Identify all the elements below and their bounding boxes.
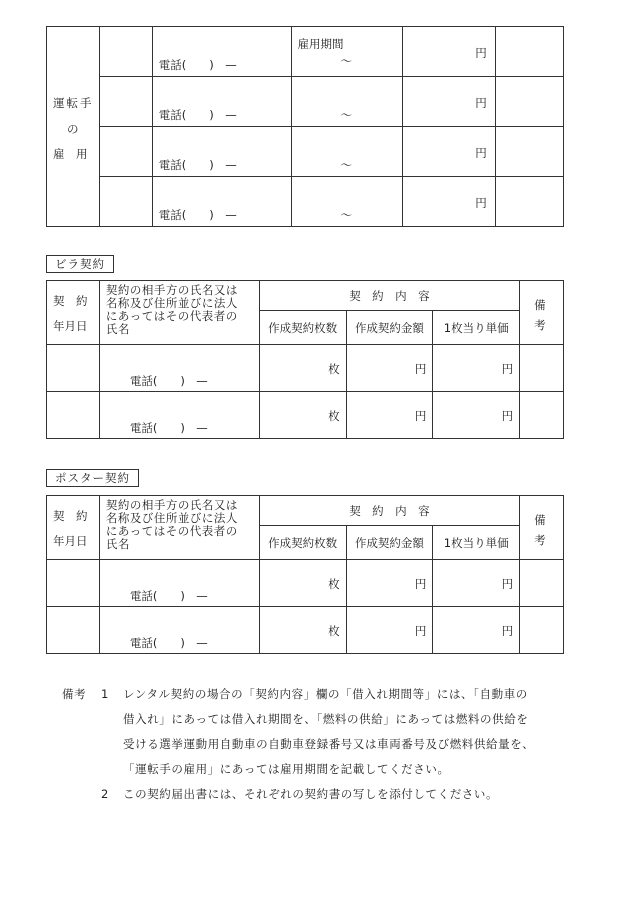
phone-text: 電話( ) — [158, 108, 237, 122]
remarks-header-line-2: 考 [534, 533, 546, 547]
driver-section-label [47, 27, 100, 227]
unit-price-header: 1枚当り単価 [433, 526, 520, 560]
driver-remarks-cell [496, 77, 564, 127]
party-header-text: 契約の相手方の氏名又は名称及び住所並びに法人にあってはその代表者の氏名 [105, 498, 238, 551]
date-cell [47, 560, 100, 607]
note-row [62, 782, 592, 807]
driver-amount-cell [403, 127, 496, 177]
note-line: レンタル契約の場合の「契約内容」欄の「借入れ期間等」には、「自動車の [123, 687, 528, 701]
amount-cell [346, 560, 433, 607]
date-cell [47, 607, 100, 654]
driver-amount-cell [403, 27, 496, 77]
bill-section-title: ビラ契約 [46, 255, 114, 273]
amount-unit: 円 [414, 577, 427, 591]
phone-text: 電話( ) — [158, 58, 237, 72]
bill-table [46, 280, 564, 439]
note-row [62, 757, 592, 782]
remarks-cell [520, 345, 564, 392]
driver-phone-cell [152, 27, 291, 77]
content-header: 契 約 内 容 [259, 496, 519, 526]
count-cell [259, 607, 346, 654]
amount-header: 作成契約金額 [346, 311, 433, 345]
tilde: 〜 [340, 158, 352, 172]
driver-cell-blank [99, 77, 152, 127]
count-unit: 枚 [328, 362, 340, 376]
remarks-cell [520, 560, 564, 607]
notes-section [62, 682, 592, 807]
driver-amount-cell [403, 177, 496, 227]
note-row [62, 682, 592, 707]
driver-label-line-1: 運転手 [53, 96, 94, 110]
count-cell [259, 392, 346, 439]
party-header [99, 281, 259, 345]
amount-unit: 円 [414, 409, 427, 423]
unit-price-header: 1枚当り単価 [433, 311, 520, 345]
note-row [62, 707, 592, 732]
phone-text: 電話( ) — [129, 636, 208, 650]
driver-label-line-3: 雇 用 [53, 147, 88, 161]
table-row [47, 607, 564, 654]
note-row [62, 732, 592, 757]
price-unit: 円 [501, 362, 514, 376]
price-cell [433, 392, 520, 439]
table-row [47, 345, 564, 392]
driver-amount-cell [403, 77, 496, 127]
remarks-header-line-1: 備 [534, 513, 546, 527]
amount-cell [346, 392, 433, 439]
amount-header: 作成契約金額 [346, 526, 433, 560]
date-cell [47, 392, 100, 439]
phone-text: 電話( ) — [129, 589, 208, 603]
driver-period-cell [291, 127, 403, 177]
party-header [99, 496, 259, 560]
tilde: 〜 [340, 108, 352, 122]
driver-phone-cell [152, 77, 291, 127]
tilde: 〜 [340, 208, 352, 222]
amount-cell [346, 345, 433, 392]
count-unit: 枚 [328, 409, 340, 423]
phone-text: 電話( ) — [158, 208, 237, 222]
driver-table [46, 26, 564, 227]
count-header: 作成契約枚数 [259, 526, 346, 560]
count-unit: 枚 [328, 577, 340, 591]
amount-unit: 円 [414, 362, 427, 376]
date-header [47, 496, 100, 560]
notes-heading: 備考 [62, 687, 87, 701]
yen-unit: 円 [475, 146, 487, 160]
price-cell [433, 560, 520, 607]
driver-remarks-cell [496, 177, 564, 227]
remarks-header-line-1: 備 [534, 298, 546, 312]
driver-remarks-cell [496, 127, 564, 177]
tilde: 〜 [340, 54, 352, 68]
phone-text: 電話( ) — [129, 421, 208, 435]
yen-unit: 円 [475, 46, 487, 60]
table-row [47, 392, 564, 439]
poster-table [46, 495, 564, 654]
driver-cell-blank [99, 27, 152, 77]
table-row [47, 560, 564, 607]
note-line: 借入れ」にあっては借入れ期間を、「燃料の供給」にあっては燃料の供給を [123, 712, 529, 726]
driver-period-cell [291, 27, 403, 77]
driver-remarks-cell [496, 27, 564, 77]
period-header: 雇用期間 [297, 37, 344, 51]
date-header-line-1: 契 約 [53, 509, 88, 523]
note-line: 受ける選挙運動用自動車の自動車登録番号又は車両番号及び燃料供給量を、 [123, 737, 535, 751]
amount-cell [346, 607, 433, 654]
content-header: 契 約 内 容 [259, 281, 519, 311]
remarks-header [520, 496, 564, 560]
poster-section-title: ポスター契約 [46, 469, 139, 487]
note-number: 1 [101, 687, 109, 701]
date-cell [47, 345, 100, 392]
driver-cell-blank [99, 177, 152, 227]
party-header-text: 契約の相手方の氏名又は名称及び住所並びに法人にあってはその代表者の氏名 [105, 283, 238, 336]
price-cell [433, 345, 520, 392]
party-cell [99, 345, 259, 392]
price-unit: 円 [501, 409, 514, 423]
driver-phone-cell [152, 127, 291, 177]
date-header-line-2: 年月日 [53, 534, 88, 548]
yen-unit: 円 [475, 96, 487, 110]
price-unit: 円 [501, 577, 514, 591]
driver-period-cell [291, 77, 403, 127]
driver-phone-cell [152, 177, 291, 227]
remarks-cell [520, 607, 564, 654]
yen-unit: 円 [475, 196, 487, 210]
party-cell [99, 392, 259, 439]
price-cell [433, 607, 520, 654]
driver-label-line-2: の [67, 122, 79, 136]
price-unit: 円 [501, 624, 514, 638]
amount-unit: 円 [414, 624, 427, 638]
count-cell [259, 560, 346, 607]
remarks-cell [520, 392, 564, 439]
count-unit: 枚 [328, 624, 340, 638]
note-number: 2 [101, 787, 109, 801]
remarks-header [520, 281, 564, 345]
party-cell [99, 607, 259, 654]
driver-period-cell [291, 177, 403, 227]
note-line: この契約届出書には、それぞれの契約書の写しを添付してください。 [123, 787, 499, 801]
date-header-line-1: 契 約 [53, 294, 88, 308]
date-header [47, 281, 100, 345]
phone-text: 電話( ) — [158, 158, 237, 172]
count-cell [259, 345, 346, 392]
driver-cell-blank [99, 127, 152, 177]
note-line: 「運転手の雇用」にあっては雇用期間を記載してください。 [123, 762, 450, 776]
remarks-header-line-2: 考 [534, 318, 546, 332]
phone-text: 電話( ) — [129, 374, 208, 388]
date-header-line-2: 年月日 [53, 319, 88, 333]
count-header: 作成契約枚数 [259, 311, 346, 345]
party-cell [99, 560, 259, 607]
